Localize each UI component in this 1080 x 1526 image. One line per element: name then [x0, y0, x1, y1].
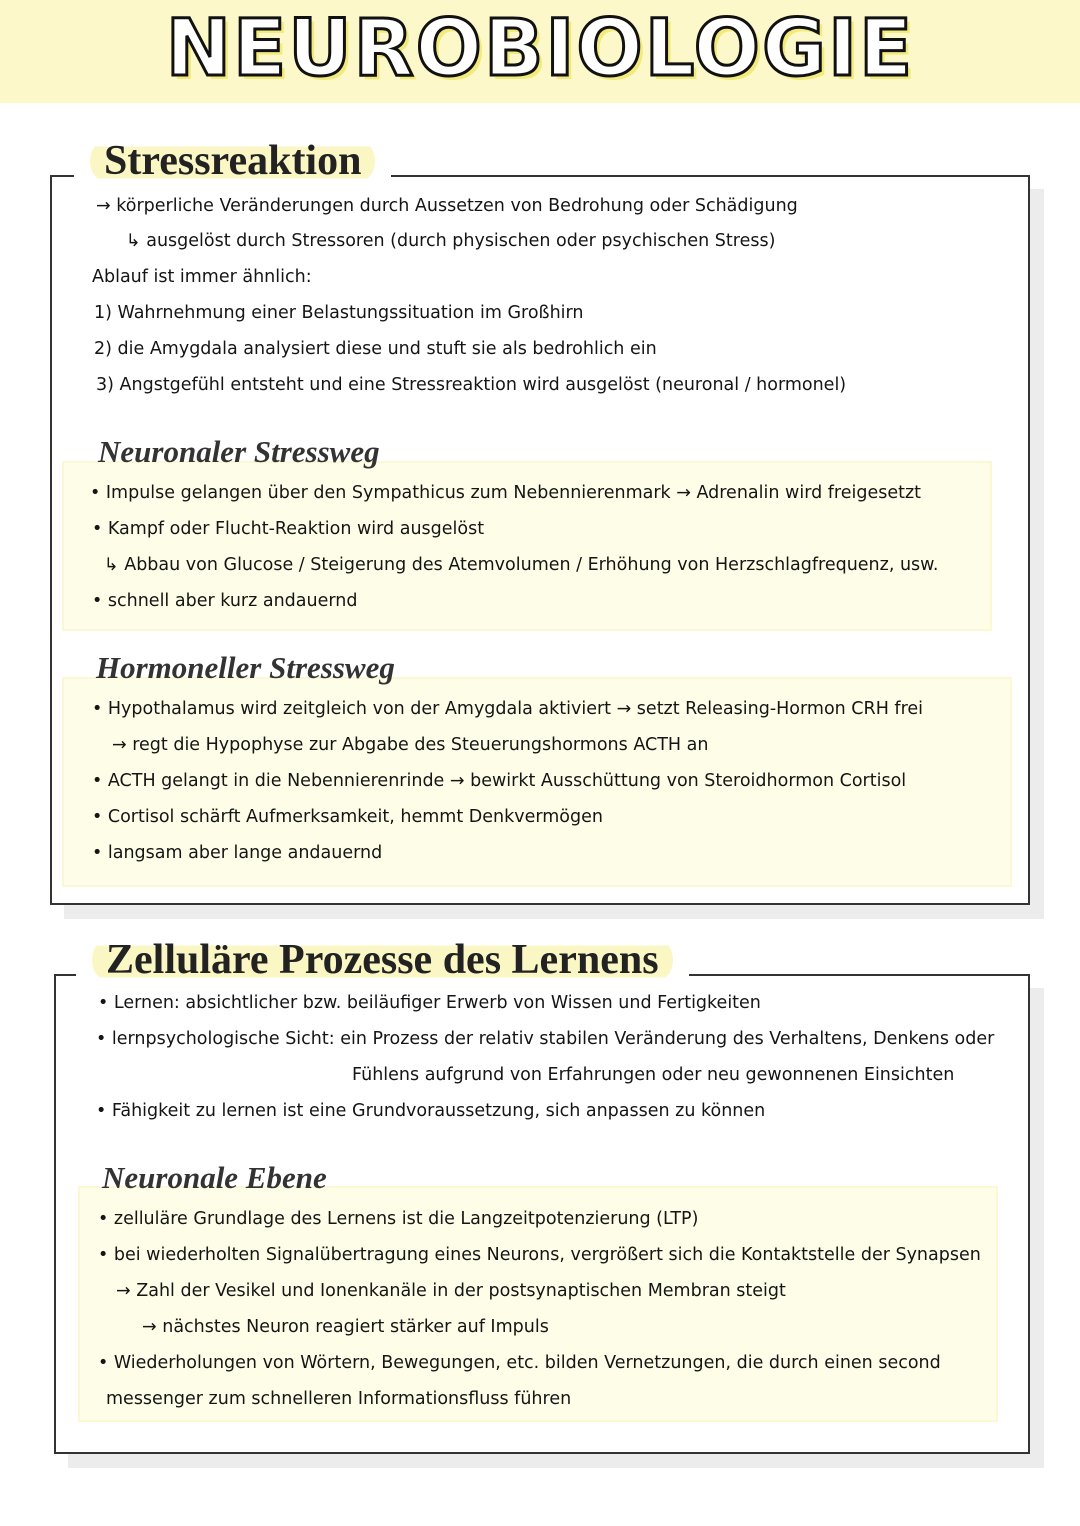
- neuronal-level-line-3: → Zahl der Vesikel und Ionenkanäle in der postsynaptischen Membran steigt: [116, 1281, 786, 1301]
- stress-line-4: 1) Wahrnehmung einer Belastungssituation im Großhirn: [94, 303, 584, 323]
- neuronal-level-line-2: • bei wiederholten Signalübertragung eines Neurons, vergrößert sich die Kontaktstelle der Synapsen: [98, 1245, 981, 1265]
- neuronal-level-line-1: • zelluläre Grundlage des Lernens ist die Langzeitpotenzierung (LTP): [98, 1209, 699, 1229]
- learning-section-title: Zelluläre Prozesse des Lernens: [76, 937, 689, 983]
- stress-line-5: 2) die Amygdala analysiert diese und stuft sie als bedrohlich ein: [94, 339, 657, 359]
- neuronal-line-3: ↳ Abbau von Glucose / Steigerung des Atemvolumen / Erhöhung von Herzschlagfrequenz, usw.: [104, 555, 939, 575]
- neuronal-level-line-6: messenger zum schnelleren Informationsfluss führen: [106, 1389, 572, 1409]
- learning-line-2: • lernpsychologische Sicht: ein Prozess der relativ stabilen Veränderung des Verhaltens, Denkens oder: [96, 1029, 995, 1049]
- learning-line-1: • Lernen: absichtlicher bzw. beiläufiger Erwerb von Wissen und Fertigkeiten: [98, 993, 761, 1013]
- neuronal-line-2: • Kampf oder Flucht-Reaktion wird ausgelöst: [92, 519, 485, 539]
- neuronal-line-4: • schnell aber kurz andauernd: [92, 591, 358, 611]
- stress-line-3: Ablauf ist immer ähnlich:: [92, 267, 312, 287]
- hormonal-line-4: • Cortisol schärft Aufmerksamkeit, hemmt Denkvermögen: [92, 807, 603, 827]
- stress-line-1: → körperliche Veränderungen durch Aussetzen von Bedrohung oder Schädigung: [96, 196, 798, 216]
- hormonal-line-5: • langsam aber lange andauernd: [92, 843, 383, 863]
- hormonal-line-2: → regt die Hypophyse zur Abgabe des Steuerungshormons ACTH an: [112, 735, 709, 755]
- neuronal-line-1: • Impulse gelangen über den Sympathicus zum Nebennierenmark → Adrenalin wird freigesetzt: [90, 483, 922, 503]
- header-banner: [0, 0, 1080, 103]
- hormonal-stress-title: Hormoneller Stressweg: [96, 650, 395, 685]
- neuronal-level-line-5: • Wiederholungen von Wörtern, Bewegungen, etc. bilden Vernetzungen, die durch einen second: [98, 1353, 941, 1373]
- neuronal-stress-title: Neuronaler Stressweg: [98, 434, 380, 469]
- stress-line-6: 3) Angstgefühl entsteht und eine Stressreaktion wird ausgelöst (neuronal / hormonel): [96, 375, 847, 395]
- hormonal-line-3: • ACTH gelangt in die Nebennierenrinde → bewirkt Ausschüttung von Steroidhormon Cortisol: [92, 771, 907, 791]
- stress-line-2: ↳ ausgelöst durch Stressoren (durch physischen oder psychischen Stress): [126, 231, 776, 251]
- learning-line-3: Fühlens aufgrund von Erfahrungen oder neu gewonnenen Einsichten: [352, 1065, 955, 1085]
- page-title: NEUROBIOLOGIE: [165, 4, 915, 94]
- hormonal-line-1: • Hypothalamus wird zeitgleich von der Amygdala aktiviert → setzt Releasing-Hormon CRH frei: [92, 699, 924, 719]
- neuronal-level-title: Neuronale Ebene: [102, 1160, 327, 1195]
- stress-section-title: Stressreaktion: [74, 138, 391, 184]
- neuronal-level-line-4: → nächstes Neuron reagiert stärker auf Impuls: [142, 1317, 549, 1337]
- learning-line-4: • Fähigkeit zu lernen ist eine Grundvoraussetzung, sich anpassen zu können: [96, 1101, 766, 1121]
